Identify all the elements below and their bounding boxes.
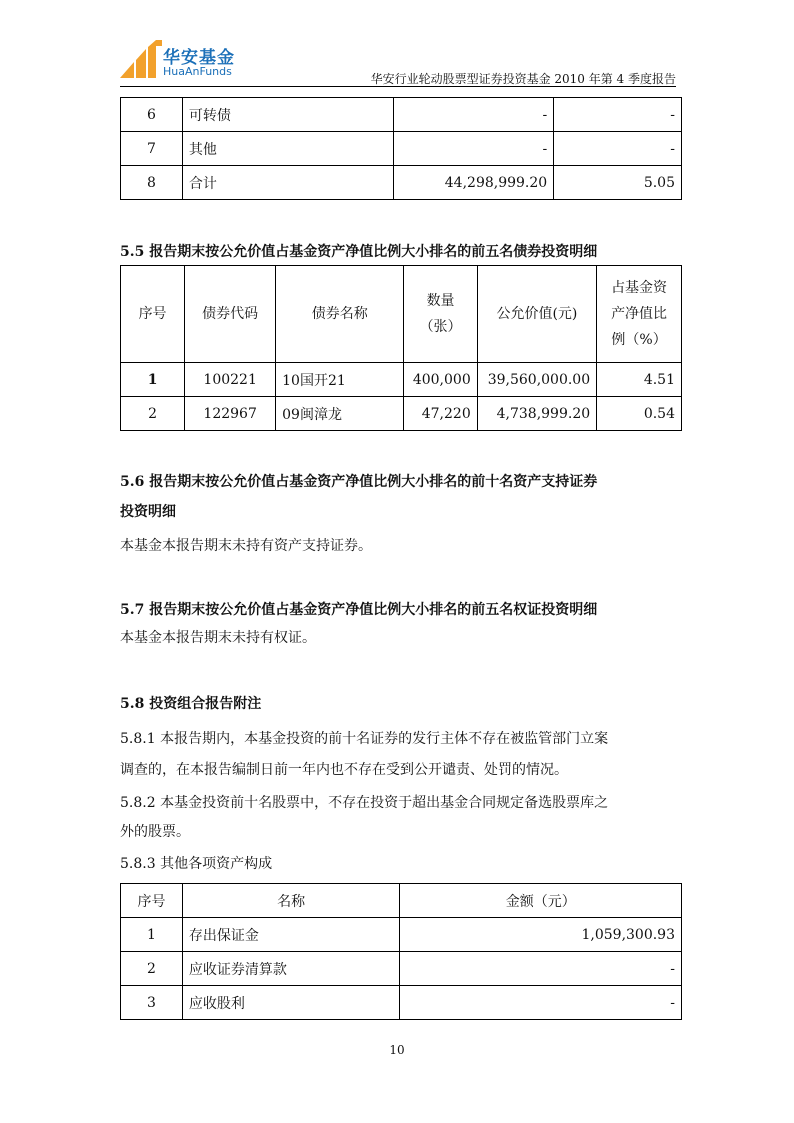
row-name: 应收股利 xyxy=(182,986,400,1020)
bond-code: 100221 xyxy=(185,363,276,397)
header-divider xyxy=(120,86,676,87)
section-5-6-title-line1: 5.6 报告期末按公允价值占基金资产净值比例大小排名的前十名资产支持证券 xyxy=(120,474,598,490)
bond-fair-value: 39,560,000.00 xyxy=(477,363,596,397)
row-number: 2 xyxy=(121,397,185,431)
header-no: 序号 xyxy=(121,884,183,918)
bond-name: 09闽漳龙 xyxy=(276,397,404,431)
row-name: 可转债 xyxy=(182,98,393,132)
header-code: 债券代码 xyxy=(185,266,276,363)
row-name: 其他 xyxy=(182,132,393,166)
section-5-6-title-line2: 投资明细 xyxy=(120,504,176,520)
page-header xyxy=(120,40,676,90)
header-quantity xyxy=(404,266,477,363)
page-number: 10 xyxy=(389,1043,405,1057)
row-value: - xyxy=(394,98,554,132)
table-row xyxy=(121,397,682,431)
paragraph-5-8-1-line2: 调查的，在本报告编制日前一年内也不存在受到公开谴责、处罚的情况。 xyxy=(120,762,568,778)
header-percent xyxy=(597,266,682,363)
header-quantity-line1: 数量 xyxy=(426,293,455,309)
brand-name-cn: 华安基金 xyxy=(163,48,235,68)
paragraph-5-8-3-heading: 5.8.3 其他各项资产构成 xyxy=(120,856,273,872)
table-header-row xyxy=(121,884,682,918)
section-5-6-body: 本基金本报告期末未持有资产支持证券。 xyxy=(120,538,372,554)
bond-fair-value: 4,738,999.20 xyxy=(477,397,596,431)
header-amount: 金额（元） xyxy=(400,884,682,918)
header-percent-line1: 占基金资 xyxy=(611,280,668,296)
section-5-8-title: 5.8 投资组合报告附注 xyxy=(120,696,262,712)
row-value: 44,298,999.20 xyxy=(394,166,554,200)
paragraph-5-8-2-line1: 5.8.2 本基金投资前十名股票中，不存在投资于超出基金合同规定备选股票库之 xyxy=(120,795,609,811)
row-name: 应收证券清算款 xyxy=(182,952,400,986)
row-number: 3 xyxy=(121,986,183,1020)
row-amount: - xyxy=(400,952,682,986)
row-percent: - xyxy=(554,98,682,132)
table-row xyxy=(121,986,682,1020)
row-name: 合计 xyxy=(182,166,393,200)
header-fair-value: 公允价值(元) xyxy=(477,266,596,363)
logo-icon xyxy=(120,40,162,82)
row-name: 存出保证金 xyxy=(182,918,400,952)
company-logo xyxy=(120,40,250,82)
header-no: 序号 xyxy=(121,266,185,363)
table-header-row xyxy=(121,266,682,363)
row-number: 2 xyxy=(121,952,183,986)
bond-percent: 0.54 xyxy=(597,397,682,431)
row-value: - xyxy=(394,132,554,166)
table-row xyxy=(121,132,682,166)
table-row xyxy=(121,952,682,986)
paragraph-5-8-2-line2: 外的股票。 xyxy=(120,824,190,840)
row-amount: - xyxy=(400,986,682,1020)
row-number: 1 xyxy=(121,918,183,952)
bond-holdings-table xyxy=(120,265,682,431)
header-quantity-line2: （张） xyxy=(419,319,462,335)
table-row xyxy=(121,918,682,952)
row-number: 6 xyxy=(121,98,183,132)
row-number: 8 xyxy=(121,166,183,200)
header-percent-line2: 产净值比 xyxy=(611,306,668,322)
header-percent-line3: 例（%） xyxy=(611,332,667,348)
row-number: 1 xyxy=(121,363,185,397)
section-5-5-title: 5.5 报告期末按公允价值占基金资产净值比例大小排名的前五名债券投资明细 xyxy=(120,244,598,260)
section-5-7-title: 5.7 报告期末按公允价值占基金资产净值比例大小排名的前五名权证投资明细 xyxy=(120,602,598,618)
row-percent: - xyxy=(554,132,682,166)
paragraph-5-8-1-line1: 5.8.1 本报告期内，本基金投资的前十名证券的发行主体不存在被监管部门立案 xyxy=(120,731,609,747)
other-assets-table xyxy=(120,883,682,1020)
brand-name-en: HuaAnFunds xyxy=(163,65,232,78)
document-title: 华安行业轮动股票型证券投资基金 2010 年第 4 季度报告 xyxy=(370,72,676,86)
row-number: 7 xyxy=(121,132,183,166)
bond-name: 10国开21 xyxy=(276,363,404,397)
bond-quantity: 47,220 xyxy=(404,397,477,431)
row-percent: 5.05 xyxy=(554,166,682,200)
table-row xyxy=(121,166,682,200)
row-amount: 1,059,300.93 xyxy=(400,918,682,952)
section-5-7-body: 本基金本报告期末未持有权证。 xyxy=(120,630,316,646)
bond-quantity: 400,000 xyxy=(404,363,477,397)
bond-percent: 4.51 xyxy=(597,363,682,397)
table-row xyxy=(121,98,682,132)
header-name: 债券名称 xyxy=(276,266,404,363)
asset-allocation-table xyxy=(120,97,682,200)
table-row xyxy=(121,363,682,397)
header-name: 名称 xyxy=(182,884,400,918)
bond-code: 122967 xyxy=(185,397,276,431)
